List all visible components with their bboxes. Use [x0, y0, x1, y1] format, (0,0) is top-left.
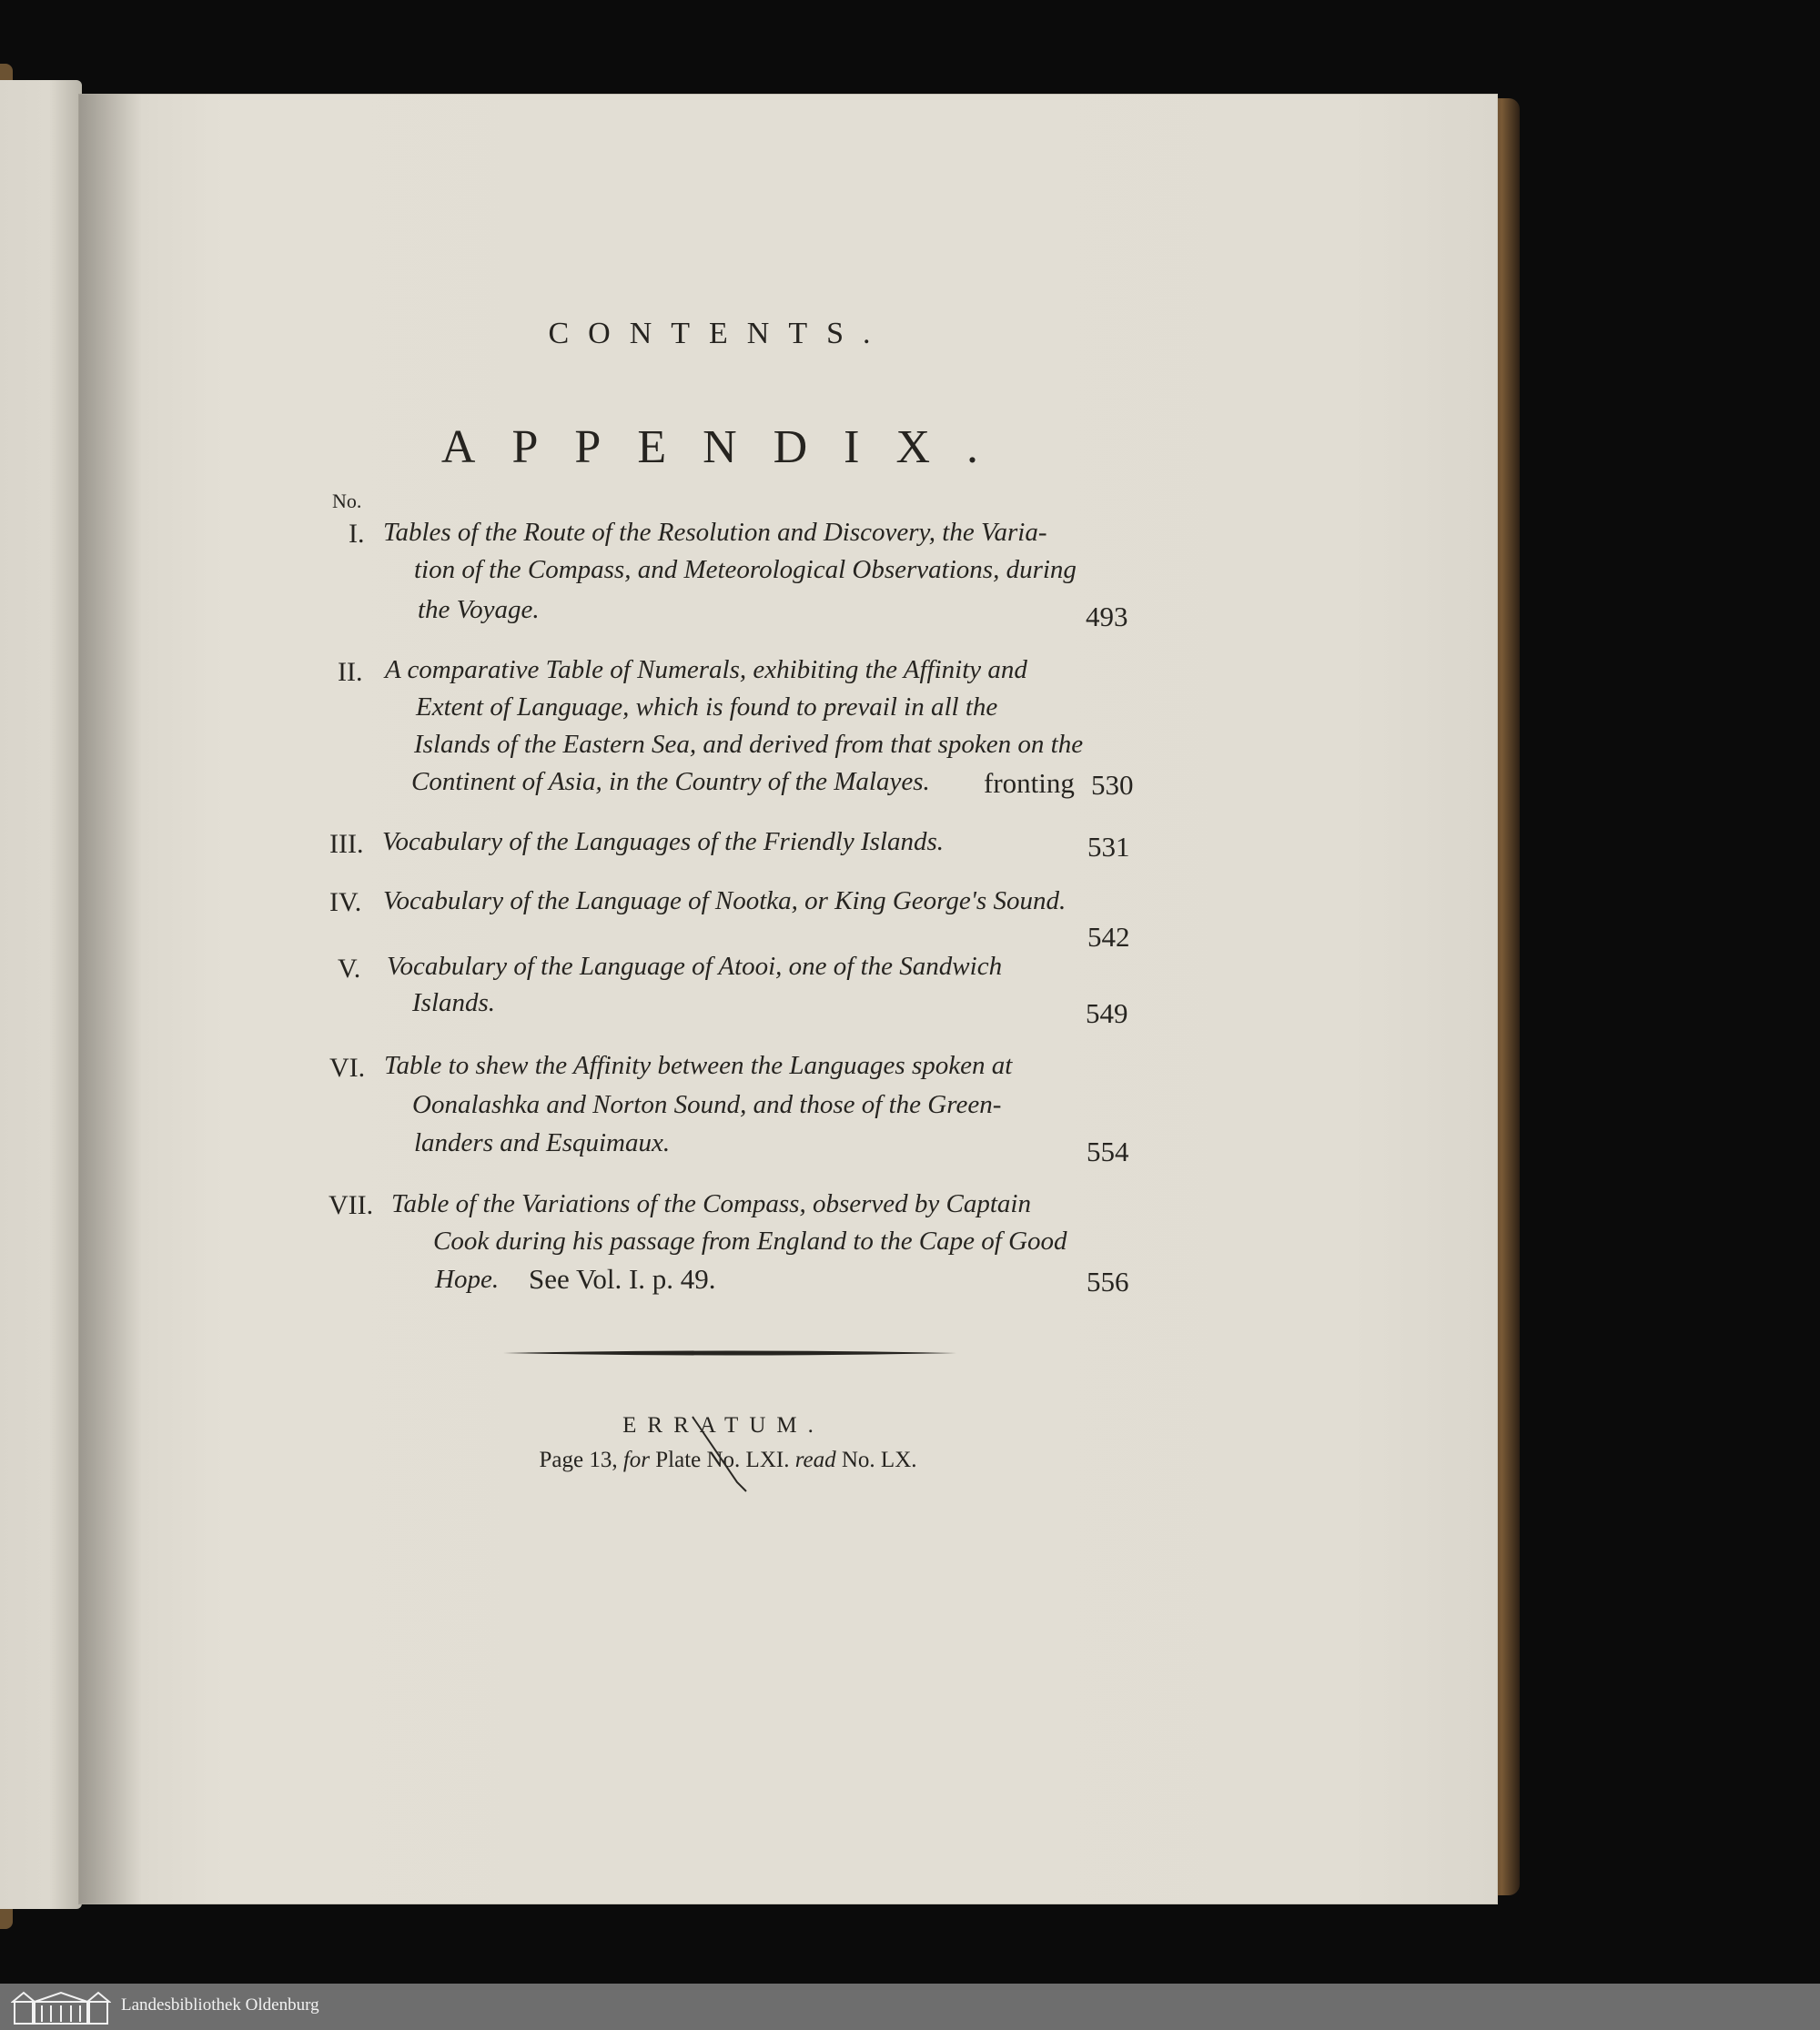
library-building-icon — [11, 1989, 111, 2025]
book-page — [78, 94, 1498, 1904]
page-number: 554 — [1087, 1136, 1129, 1167]
entry-numeral: II. — [338, 657, 363, 687]
entry-numeral: V. — [338, 954, 361, 984]
erratum-page: Page 13, — [539, 1448, 618, 1472]
entry-text-line: Oonalashka and Norton Sound, and those of the Green- — [412, 1090, 1002, 1119]
number-column-label: No. — [332, 490, 362, 512]
erratum-wrong: Plate No. LXI. — [655, 1448, 790, 1472]
entry-text-line: Vocabulary of the Language of Nootka, or King George's Sound. — [383, 886, 1067, 915]
library-name: Landesbibliothek Oldenburg — [121, 1995, 319, 2015]
entry-text-line: Continent of Asia, in the Country of the Malayes. — [411, 767, 930, 796]
entry-text-line: Vocabulary of the Languages of the Friendly Islands. — [382, 827, 944, 856]
entry-text-line: Table of the Variations of the Compass, observed by Captain — [391, 1189, 1031, 1218]
page-number: 530 — [1091, 769, 1134, 801]
page-number: 556 — [1087, 1266, 1129, 1298]
entry-numeral: IV. — [329, 887, 362, 917]
entry-numeral: VII. — [329, 1190, 374, 1220]
contents-heading: CONTENTS. — [548, 317, 890, 350]
handwritten-correction-mark — [690, 1415, 753, 1493]
entry-text-line: Hope. — [435, 1265, 500, 1294]
erratum-read: read — [794, 1448, 836, 1472]
page-number: 493 — [1086, 601, 1128, 632]
page-prefix: fronting — [984, 767, 1075, 799]
decorative-rule — [503, 1348, 956, 1358]
page-number: 549 — [1086, 997, 1128, 1029]
entry-text-line: Vocabulary of the Language of Atooi, one of the Sandwich — [387, 952, 1003, 981]
library-footer-bar — [0, 1984, 1820, 2030]
entry-numeral: VI. — [329, 1053, 366, 1083]
erratum-for: for — [622, 1448, 651, 1472]
entry-text-line: Islands. — [412, 988, 496, 1017]
entry-text-line: Extent of Language, which is found to prevail in all the — [416, 692, 998, 722]
entry-numeral: I. — [349, 519, 365, 549]
appendix-heading: APPENDIX. — [440, 421, 1016, 473]
entry-text-line: Cook during his passage from England to the Cape of Good — [433, 1227, 1067, 1256]
entry-text-line: A comparative Table of Numerals, exhibiting the Affinity and — [385, 655, 1027, 684]
entry-text-line: the Voyage. — [418, 595, 540, 624]
entry-text-line: Tables of the Route of the Resolution and Discovery, the Varia- — [383, 518, 1047, 547]
erratum-right: No. LX. — [841, 1448, 917, 1472]
entry-text-line: Table to shew the Affinity between the Languages spoken at — [384, 1051, 1013, 1080]
entry-text-line: Islands of the Eastern Sea, and derived from that spoken on the — [414, 730, 1084, 759]
entry-numeral: III. — [329, 829, 364, 859]
entry-text-line: tion of the Compass, and Meteorological Observations, during — [414, 555, 1077, 584]
left-page — [0, 80, 82, 1909]
page-number: 531 — [1087, 831, 1130, 863]
volume-reference: See Vol. I. p. 49. — [529, 1263, 716, 1295]
gutter-shadow — [78, 94, 142, 1904]
erratum-heading: ERRATUM. — [622, 1413, 824, 1438]
page-number: 542 — [1087, 921, 1130, 953]
entry-text-line: landers and Esquimaux. — [414, 1128, 671, 1157]
